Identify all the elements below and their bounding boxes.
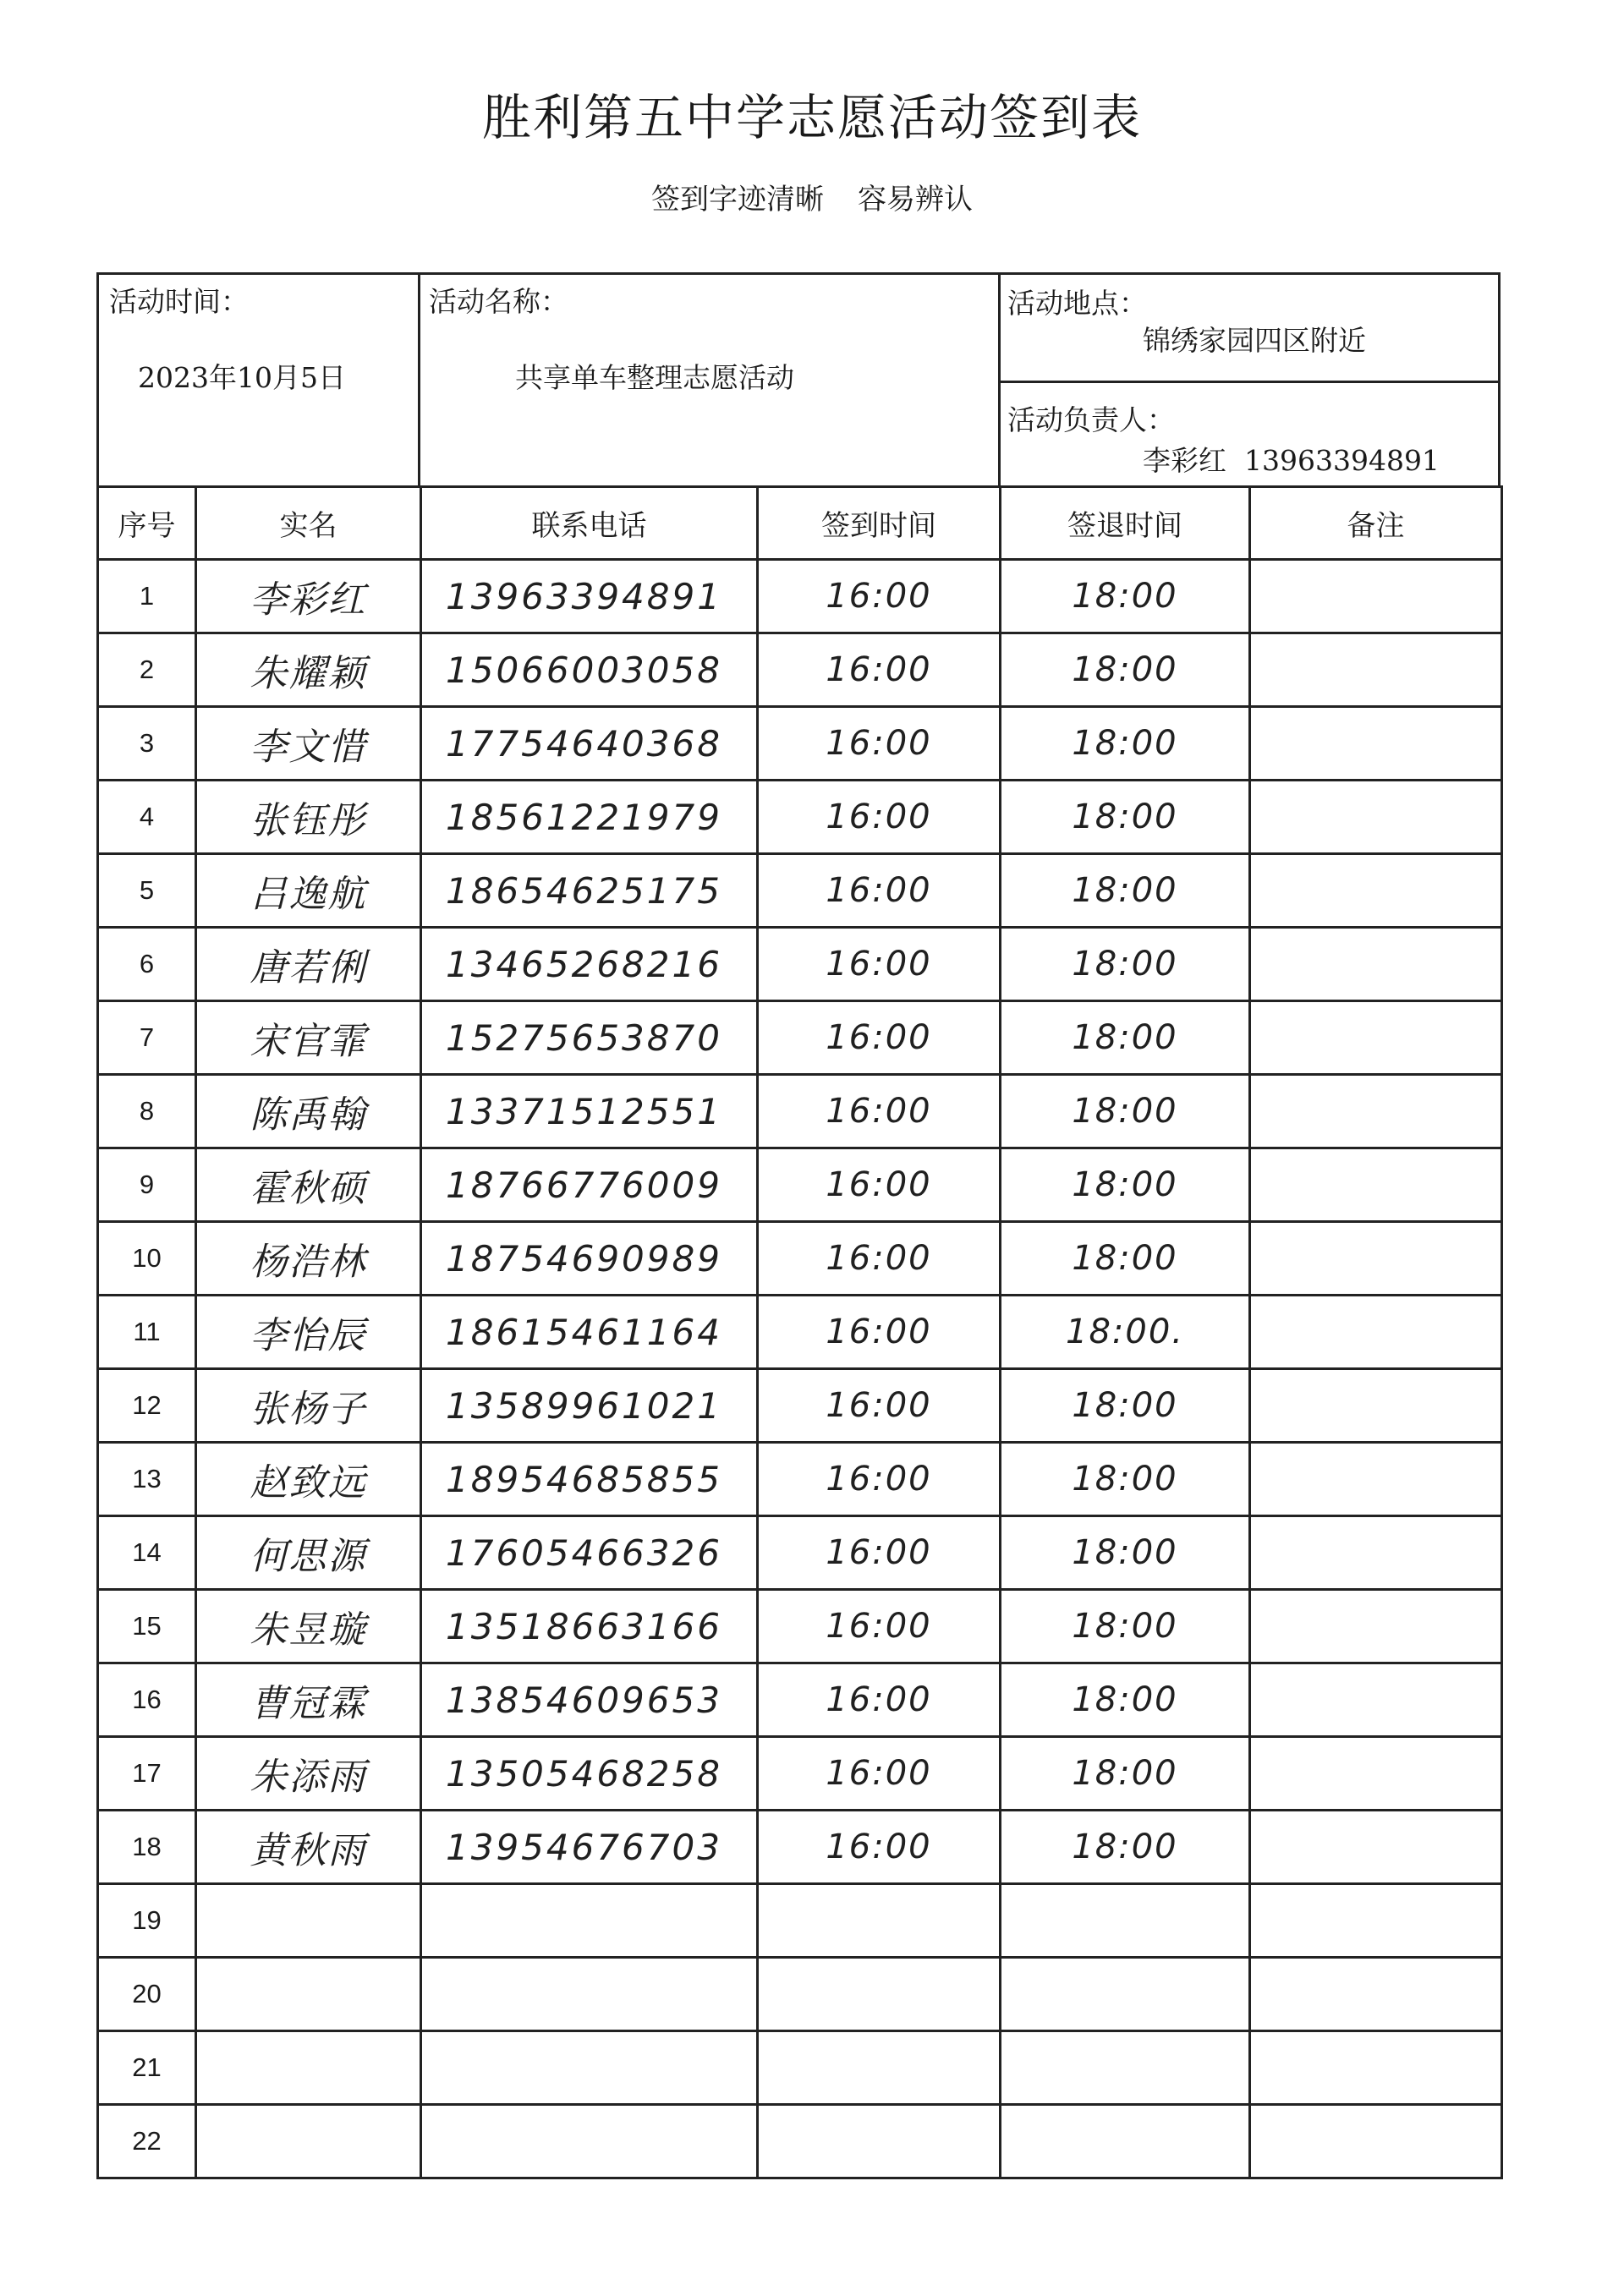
row-sign-out-time: 18:00 [1001,560,1250,633]
row-sign-in-time [758,2031,1001,2105]
row-sign-in-time: 16:00 [758,854,1001,928]
row-number: 4 [98,781,196,854]
row-sign-out-time: 18:00 [1001,1443,1250,1516]
row-number: 5 [98,854,196,928]
row-number: 9 [98,1148,196,1222]
row-sign-in-time [758,1958,1001,2031]
activity-leader-value: 李彩红 13963394891 [1143,444,1440,477]
row-note [1250,633,1502,707]
activity-name-value: 共享单车整理志愿活动 [515,361,794,394]
row-sign-out-time: 18:00 [1001,1001,1250,1075]
row-name: 张钰彤 [196,781,421,854]
row-note [1250,1811,1502,1884]
row-sign-in-time: 16:00 [758,928,1001,1001]
row-sign-out-time: 18:00 [1001,1663,1250,1737]
row-name: 李怡辰 [196,1296,421,1369]
row-name [196,2105,421,2178]
row-sign-in-time: 16:00 [758,633,1001,707]
row-note [1250,560,1502,633]
row-name: 何思源 [196,1516,421,1590]
row-sign-in-time: 16:00 [758,1148,1001,1222]
row-sign-in-time: 16:00 [758,1443,1001,1516]
row-number: 7 [98,1001,196,1075]
row-sign-out-time: 18:00 [1001,633,1250,707]
table-row [98,707,1502,781]
header-sign-in-time: 签到时间 [758,487,1001,560]
activity-leader-label: 活动负责人： [1007,403,1175,436]
row-note [1250,1663,1502,1737]
row-name: 陈禹翰 [196,1075,421,1148]
row-sign-in-time: 16:00 [758,1075,1001,1148]
row-sign-out-time: 18:00 [1001,1590,1250,1663]
table-row [98,928,1502,1001]
row-note [1250,1884,1502,1958]
page-subtitle [0,176,1624,217]
table-row [98,1075,1502,1148]
row-phone: 18766776009 [421,1148,758,1222]
row-number: 18 [98,1811,196,1884]
row-name: 赵致远 [196,1443,421,1516]
table-row [98,1443,1502,1516]
row-name: 宋官霏 [196,1001,421,1075]
row-note [1250,1958,1502,2031]
row-phone: 17605466326 [421,1516,758,1590]
row-number: 14 [98,1516,196,1590]
row-number: 20 [98,1958,196,2031]
row-name: 朱昱璇 [196,1590,421,1663]
row-sign-out-time: 18:00 [1001,1369,1250,1443]
row-number: 11 [98,1296,196,1369]
row-name: 曹冠霖 [196,1663,421,1737]
subtitle-part-2: 容易辨认 [858,183,973,216]
row-sign-out-time: 18:00. [1001,1296,1250,1369]
row-sign-in-time: 16:00 [758,1001,1001,1075]
row-note [1250,1075,1502,1148]
row-sign-out-time: 18:00 [1001,1148,1250,1222]
table-row [98,854,1502,928]
row-name: 吕逸航 [196,854,421,928]
activity-time-label: 活动时间： [109,285,249,318]
row-phone [421,1884,758,1958]
row-number: 3 [98,707,196,781]
row-phone: 18561221979 [421,781,758,854]
row-note [1250,2105,1502,2178]
activity-name-cell [420,275,1001,485]
table-row [98,1958,1502,2031]
header-phone: 联系电话 [421,487,758,560]
row-name: 朱添雨 [196,1737,421,1811]
sign-in-table [96,485,1503,2179]
row-phone [421,1958,758,2031]
row-sign-out-time: 18:00 [1001,928,1250,1001]
row-phone: 18615461164 [421,1296,758,1369]
row-sign-in-time [758,1884,1001,1958]
row-phone [421,2031,758,2105]
row-sign-out-time: 18:00 [1001,1516,1250,1590]
row-phone: 15275653870 [421,1001,758,1075]
row-sign-out-time [1001,2105,1250,2178]
row-number: 13 [98,1443,196,1516]
row-sign-out-time: 18:00 [1001,854,1250,928]
row-sign-in-time: 16:00 [758,707,1001,781]
row-note [1250,928,1502,1001]
table-row [98,1001,1502,1075]
header-note: 备注 [1250,487,1502,560]
table-row [98,2031,1502,2105]
table-row [98,633,1502,707]
row-note [1250,1001,1502,1075]
header-seq: 序号 [98,487,196,560]
row-phone: 18754690989 [421,1222,758,1296]
row-phone: 13589961021 [421,1369,758,1443]
row-sign-in-time: 16:00 [758,1590,1001,1663]
table-row [98,781,1502,854]
table-row [98,1222,1502,1296]
row-phone: 13505468258 [421,1737,758,1811]
table-row [98,1516,1502,1590]
row-name: 黄秋雨 [196,1811,421,1884]
row-number: 15 [98,1590,196,1663]
table-body [98,560,1502,2178]
row-number: 1 [98,560,196,633]
row-sign-out-time: 18:00 [1001,1222,1250,1296]
row-sign-in-time: 16:00 [758,1296,1001,1369]
table-row [98,1884,1502,1958]
table-row [98,1369,1502,1443]
row-number: 21 [98,2031,196,2105]
table-row [98,1148,1502,1222]
page-title: 胜利第五中学志愿活动签到表 [481,89,1142,146]
row-name: 李彩红 [196,560,421,633]
header-name: 实名 [196,487,421,560]
row-note [1250,1148,1502,1222]
row-note [1250,707,1502,781]
row-note [1250,1737,1502,1811]
row-sign-out-time: 18:00 [1001,1075,1250,1148]
activity-time-cell [99,275,420,485]
row-phone: 17754640368 [421,707,758,781]
row-phone [421,2105,758,2178]
row-sign-in-time [758,2105,1001,2178]
row-name: 朱耀颖 [196,633,421,707]
activity-info-box [96,272,1501,488]
row-name: 霍秋硕 [196,1148,421,1222]
row-sign-in-time: 16:00 [758,560,1001,633]
row-number: 19 [98,1884,196,1958]
row-name [196,1884,421,1958]
row-sign-in-time: 16:00 [758,1516,1001,1590]
row-phone: 13854609653 [421,1663,758,1737]
header-sign-out-time: 签退时间 [1001,487,1250,560]
table-row [98,1590,1502,1663]
row-phone: 13954676703 [421,1811,758,1884]
subtitle-part-1: 签到字迹清晰 [651,183,824,216]
row-sign-in-time: 16:00 [758,1663,1001,1737]
row-phone: 13465268216 [421,928,758,1001]
row-sign-out-time [1001,2031,1250,2105]
table-row [98,560,1502,633]
row-note [1250,1443,1502,1516]
row-note [1250,1369,1502,1443]
row-phone: 13963394891 [421,560,758,633]
activity-place-cell [1001,275,1501,383]
activity-time-value: 2023年10月5日 [138,361,346,394]
activity-name-label: 活动名称： [429,285,568,318]
row-note [1250,1516,1502,1590]
row-sign-out-time: 18:00 [1001,1737,1250,1811]
row-number: 12 [98,1369,196,1443]
row-number: 2 [98,633,196,707]
row-phone: 15066003058 [421,633,758,707]
row-note [1250,2031,1502,2105]
row-note [1250,781,1502,854]
row-name [196,2031,421,2105]
row-sign-out-time [1001,1958,1250,2031]
row-name [196,1958,421,2031]
row-phone: 13371512551 [421,1075,758,1148]
row-number: 17 [98,1737,196,1811]
row-phone: 18954685855 [421,1443,758,1516]
row-note [1250,1222,1502,1296]
row-note [1250,1296,1502,1369]
table-header-row [98,487,1502,560]
table-row [98,1663,1502,1737]
table-row [98,1811,1502,1884]
row-sign-in-time: 16:00 [758,781,1001,854]
table-row [98,1737,1502,1811]
row-sign-in-time: 16:00 [758,1811,1001,1884]
activity-place-value: 锦绣家园四区附近 [1143,324,1366,357]
table-row [98,2105,1502,2178]
row-sign-out-time: 18:00 [1001,781,1250,854]
row-name: 杨浩林 [196,1222,421,1296]
row-phone: 18654625175 [421,854,758,928]
activity-place-leader-cell [1001,275,1501,485]
row-sign-out-time: 18:00 [1001,707,1250,781]
row-note [1250,1590,1502,1663]
activity-leader-cell [1001,383,1501,488]
row-sign-out-time [1001,1884,1250,1958]
row-number: 22 [98,2105,196,2178]
row-number: 6 [98,928,196,1001]
row-name: 张杨子 [196,1369,421,1443]
row-number: 10 [98,1222,196,1296]
row-phone: 13518663166 [421,1590,758,1663]
activity-place-label: 活动地点： [1007,287,1147,320]
row-name: 李文惜 [196,707,421,781]
row-sign-in-time: 16:00 [758,1222,1001,1296]
row-note [1250,854,1502,928]
row-sign-in-time: 16:00 [758,1737,1001,1811]
table-row [98,1296,1502,1369]
row-number: 16 [98,1663,196,1737]
row-name: 唐若俐 [196,928,421,1001]
row-sign-out-time: 18:00 [1001,1811,1250,1884]
row-sign-in-time: 16:00 [758,1369,1001,1443]
row-number: 8 [98,1075,196,1148]
